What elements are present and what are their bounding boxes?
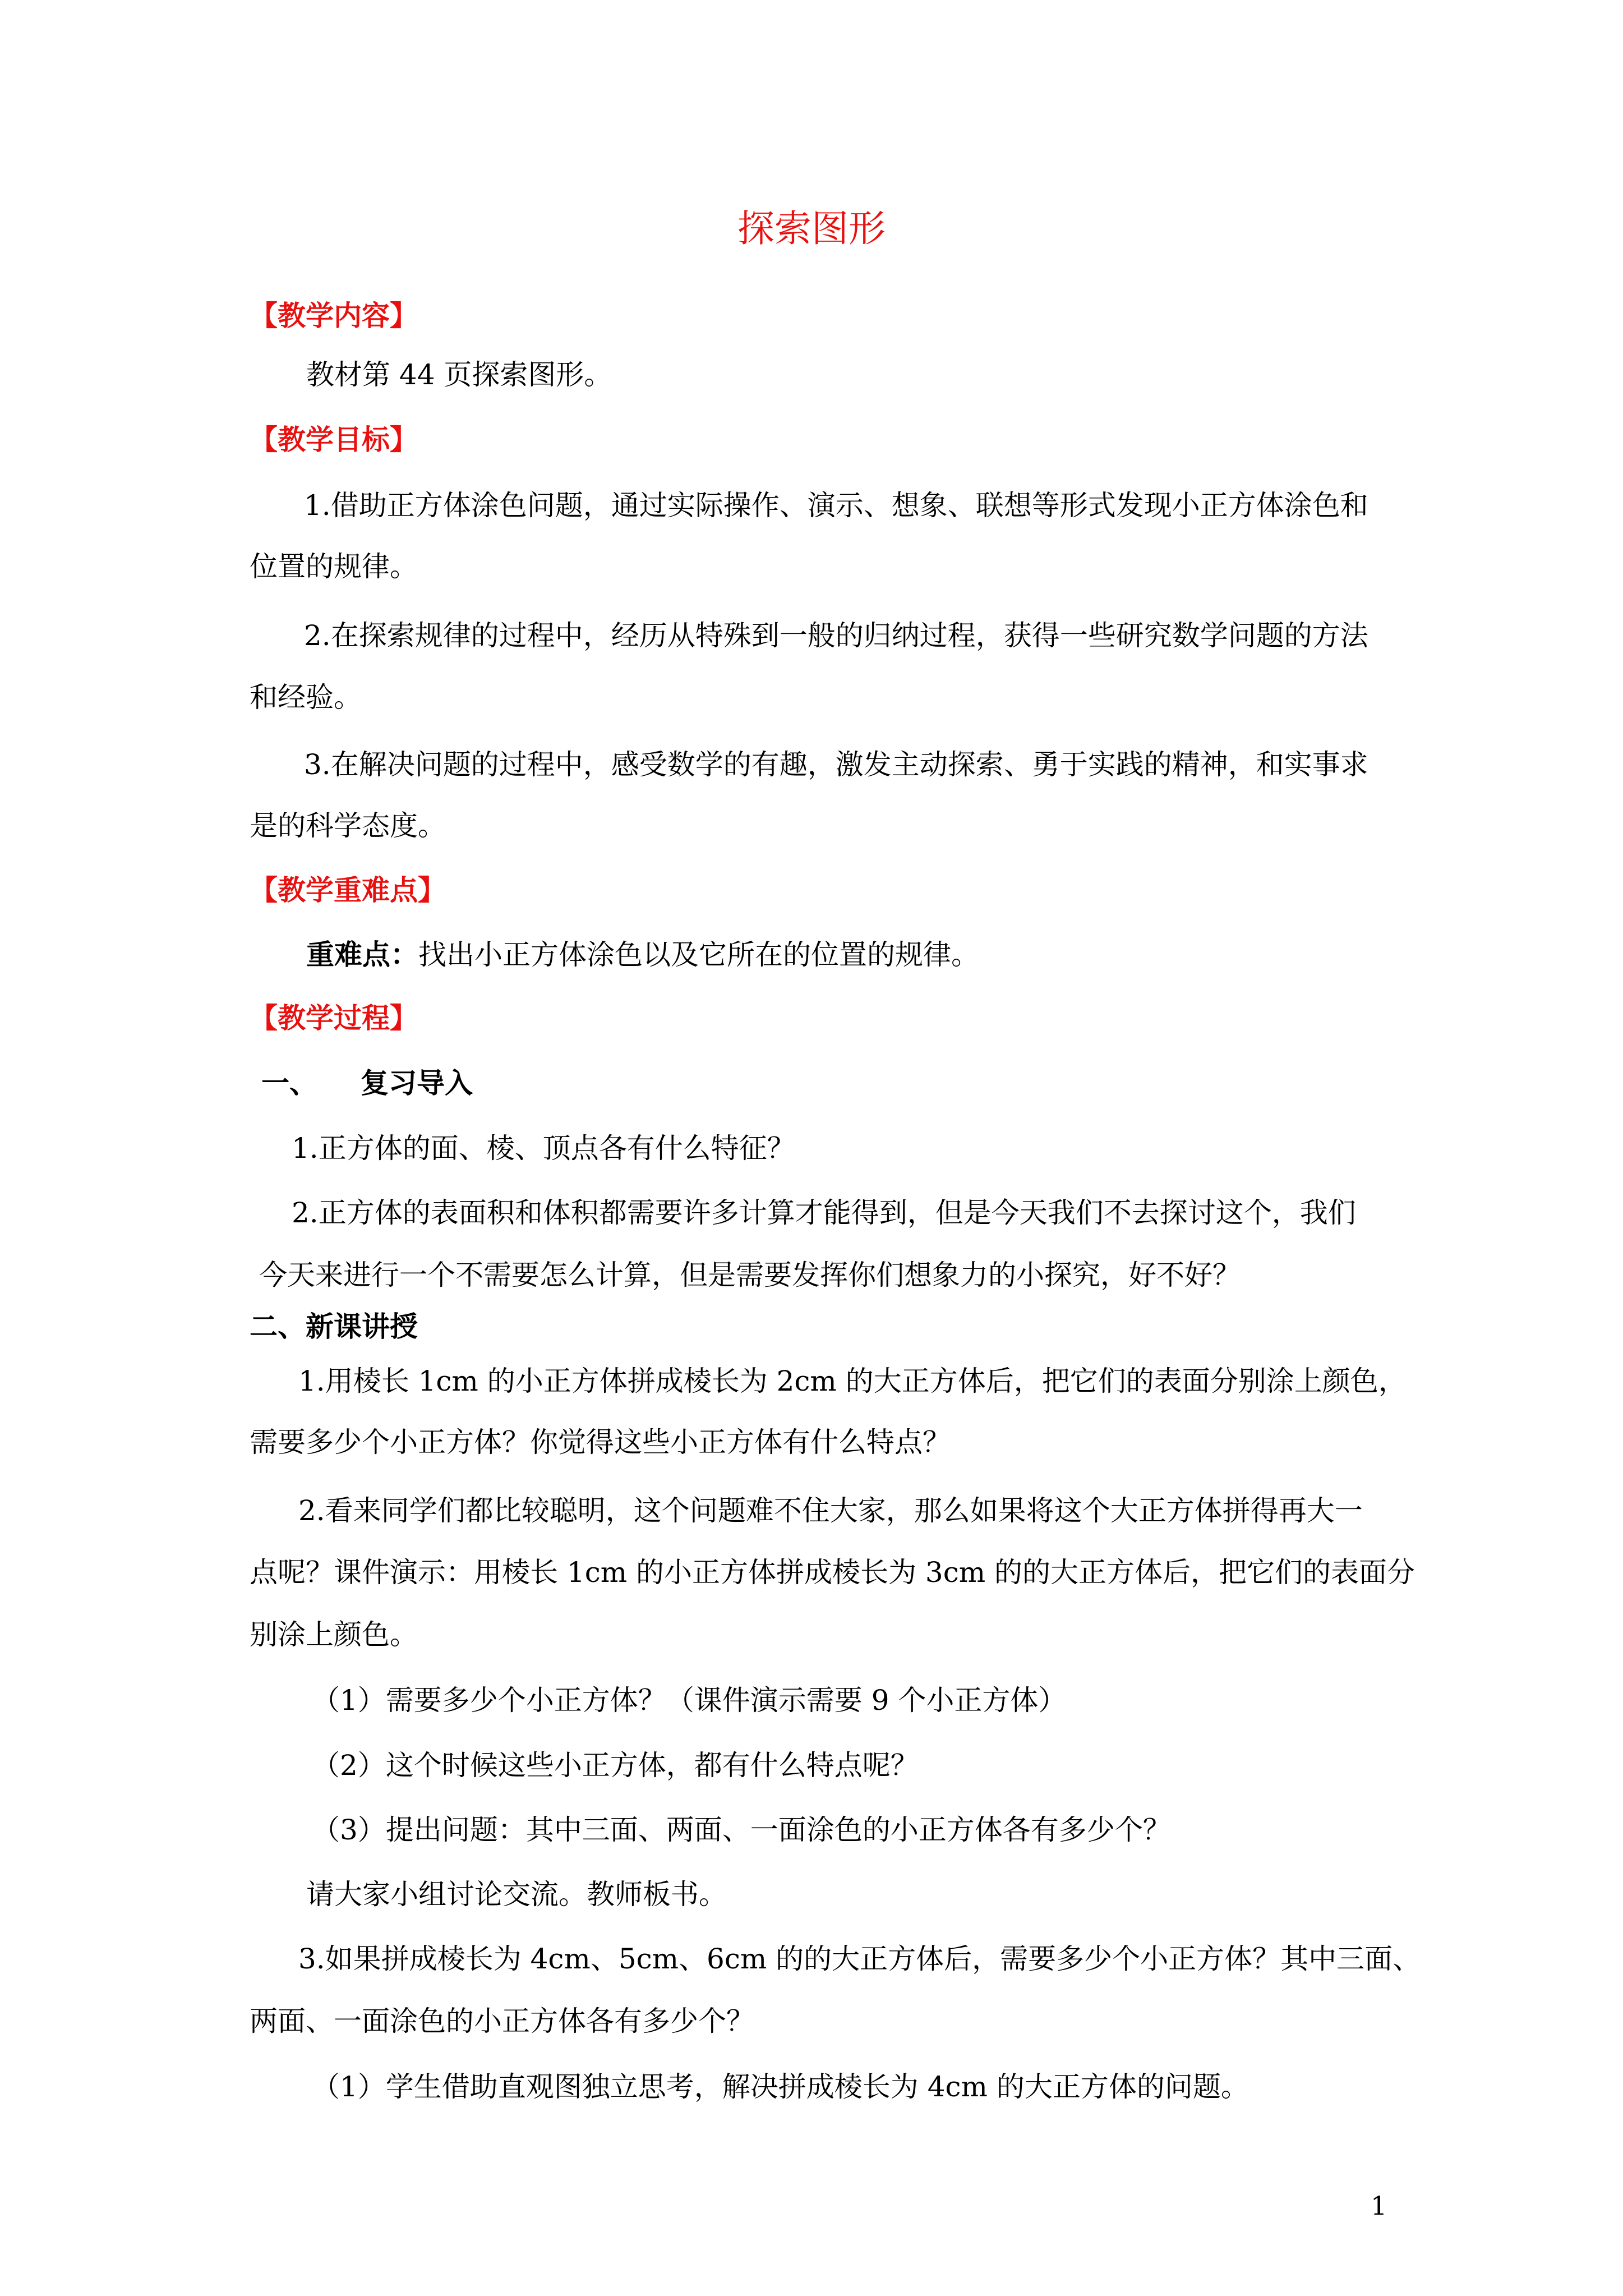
paragraph: 教材第 44 页探索图形。 <box>306 358 612 391</box>
part1-number: 一、 <box>261 1066 317 1099</box>
section-heading-goals: 【教学目标】 <box>250 423 418 456</box>
paragraph: （1）需要多少个小正方体？（课件演示需要 9 个小正方体） <box>312 1684 1067 1717</box>
paragraph: 点呢？课件演示：用棱长 1cm 的小正方体拼成棱长为 3cm 的的大正方体后，把它们的表面分 <box>250 1556 1415 1589</box>
paragraph: 2.正方体的表面积和体积都需要许多计算才能得到，但是今天我们不去探讨这个，我们 <box>292 1197 1356 1229</box>
section-heading-key: 【教学重难点】 <box>250 873 446 907</box>
paragraph: （1）学生借助直观图独立思考，解决拼成棱长为 4cm 的大正方体的问题。 <box>312 2070 1249 2103</box>
paragraph <box>306 938 979 971</box>
paragraph: 需要多少个小正方体？你觉得这些小正方体有什么特点？ <box>250 1426 951 1458</box>
paragraph: 1.借助正方体涂色问题，通过实际操作、演示、想象、联想等形式发现小正方体涂色和 <box>304 489 1368 522</box>
paragraph: 2.在探索规律的过程中，经历从特殊到一般的归纳过程，获得一些研究数学问题的方法 <box>304 619 1368 652</box>
key-label: 重难点： <box>306 938 418 971</box>
paragraph: 今天来进行一个不需要怎么计算，但是需要发挥你们想象力的小探究，好不好？ <box>259 1259 1241 1291</box>
paragraph: 1.正方体的面、棱、顶点各有什么特征？ <box>292 1132 795 1165</box>
section-heading-content: 【教学内容】 <box>250 299 418 332</box>
paragraph: 位置的规律。 <box>250 550 418 583</box>
paragraph: 1.用棱长 1cm 的小正方体拼成棱长为 2cm 的大正方体后，把它们的表面分别涂上颜色， <box>298 1365 1407 1397</box>
paragraph: 2.看来同学们都比较聪明，这个问题难不住大家，那么如果将这个大正方体拼得再大一 <box>298 1494 1363 1527</box>
paragraph: 两面、一面涂色的小正方体各有多少个？ <box>250 2005 754 2037</box>
part2-title: 二、新课讲授 <box>250 1310 418 1343</box>
paragraph: 请大家小组讨论交流。教师板书。 <box>306 1878 727 1911</box>
paragraph: 和经验。 <box>250 681 362 714</box>
paragraph: 3.在解决问题的过程中，感受数学的有趣，激发主动探索、勇于实践的精神，和实事求 <box>304 748 1368 781</box>
paragraph: 别涂上颜色。 <box>250 1618 418 1651</box>
page-number: 1 <box>1371 2191 1387 2221</box>
paragraph: 3.如果拼成棱长为 4cm、5cm、6cm 的的大正方体后，需要多少个小正方体？其中三面、 <box>298 1943 1421 1975</box>
document-title: 探索图形 <box>737 207 886 250</box>
part1-title: 复习导入 <box>361 1066 473 1099</box>
paragraph: （2）这个时候这些小正方体，都有什么特点呢？ <box>312 1749 919 1782</box>
paragraph: （3）提出问题：其中三面、两面、一面涂色的小正方体各有多少个？ <box>312 1814 1171 1846</box>
section-heading-process: 【教学过程】 <box>250 1001 418 1034</box>
paragraph: 是的科学态度。 <box>250 809 446 842</box>
key-text: 找出小正方体涂色以及它所在的位置的规律。 <box>418 938 979 971</box>
